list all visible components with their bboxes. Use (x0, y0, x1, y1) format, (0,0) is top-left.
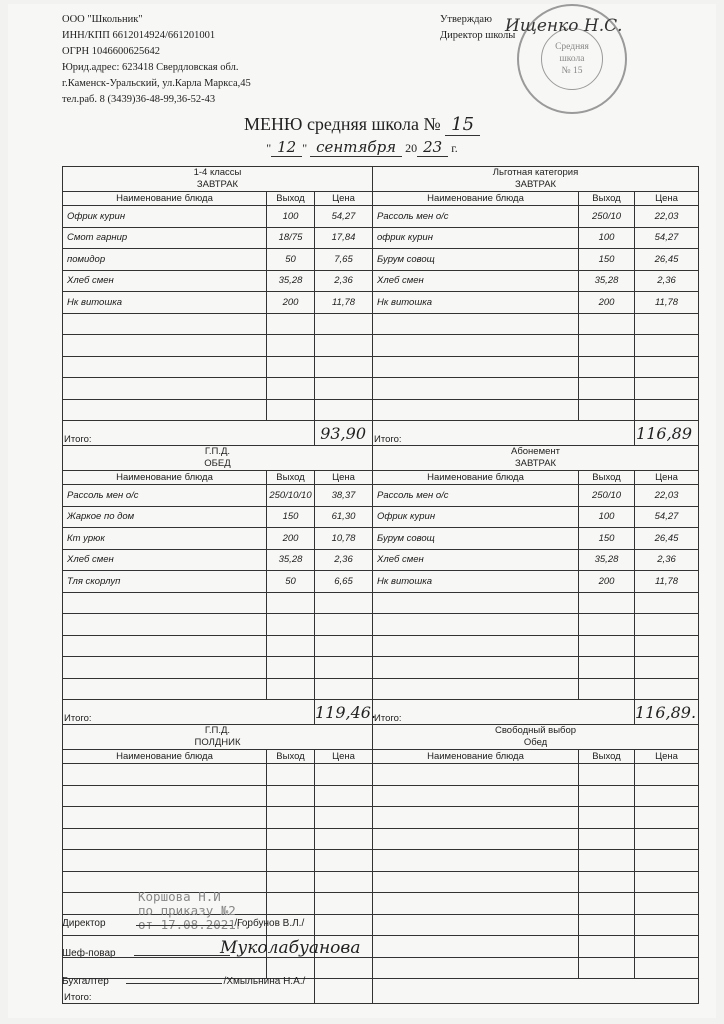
total-row (63, 421, 699, 446)
footer-chef (62, 948, 230, 959)
total-label: Итого: (63, 979, 315, 1004)
cell-out: 100 (579, 506, 635, 528)
cell-name (373, 914, 579, 936)
cell-out (267, 678, 315, 700)
cell-out: 250/10 (579, 206, 635, 228)
cell-name (373, 657, 579, 679)
total-value (315, 979, 373, 1004)
cell-out (579, 936, 635, 958)
cell-name: Нк витошка (373, 571, 579, 593)
section-title-right (373, 167, 699, 192)
table-row (63, 356, 699, 378)
cell-out: 35,28 (267, 270, 315, 292)
cell-name (63, 335, 267, 357)
section-title-left (63, 725, 373, 750)
cell-name (63, 764, 267, 786)
cell-price (635, 678, 699, 700)
seal-text-2: школа (559, 54, 585, 64)
footer-accountant (62, 976, 305, 987)
cell-out (579, 378, 635, 400)
cell-price (635, 356, 699, 378)
cell-price (315, 914, 373, 936)
section-title-line2: ЗАВТРАК (196, 179, 239, 190)
cell-price (315, 807, 373, 829)
cell-out (267, 828, 315, 850)
approval-block (440, 12, 515, 44)
table-row (63, 528, 699, 550)
table-row (63, 549, 699, 571)
cell-name (63, 614, 267, 636)
cell-name (373, 356, 579, 378)
cell-out: 100 (267, 206, 315, 228)
school-number: 15 (445, 114, 480, 136)
table-row (63, 592, 699, 614)
cell-name: Бурум совощ (373, 249, 579, 271)
cell-price: 61,30 (315, 506, 373, 528)
cell-out (579, 356, 635, 378)
table-row (63, 785, 699, 807)
cell-out: 250/10/10 (267, 485, 315, 507)
column-headers (63, 192, 699, 206)
cell-price (315, 335, 373, 357)
cell-price (315, 957, 373, 979)
cell-name (63, 313, 267, 335)
table-row (63, 571, 699, 593)
total-empty (373, 979, 699, 1004)
cell-name (373, 378, 579, 400)
cell-price (635, 807, 699, 829)
cell-name (63, 657, 267, 679)
menu-date (0, 138, 724, 156)
column-header-out: Выход (267, 192, 315, 206)
cell-price (315, 893, 373, 915)
cell-name (63, 356, 267, 378)
cell-out (579, 850, 635, 872)
cell-price: 17,84 (315, 227, 373, 249)
section-title-line1: Абонемент (511, 446, 561, 457)
cell-name (373, 764, 579, 786)
table-row (63, 850, 699, 872)
section-title-line2: ПОЛДНИК (194, 737, 241, 748)
cell-out (267, 893, 315, 915)
cell-price (315, 785, 373, 807)
column-header-price: Цена (635, 471, 699, 485)
cell-name (373, 957, 579, 979)
cell-price (315, 313, 373, 335)
total-value: 93,90 (315, 421, 373, 446)
section-title-left (63, 167, 373, 192)
cell-name (63, 828, 267, 850)
cell-price (635, 893, 699, 915)
table-row (63, 335, 699, 357)
accountant-sign-line (126, 983, 222, 984)
cell-name: Офрик курин (373, 506, 579, 528)
cell-out: 50 (267, 249, 315, 271)
section-title-line1: Свободный выбор (494, 725, 577, 736)
cell-name (373, 592, 579, 614)
cell-price (635, 871, 699, 893)
cell-out (267, 785, 315, 807)
accountant-role: Бухгалтер (62, 976, 109, 987)
cell-out (579, 614, 635, 636)
cell-name: Рассоль мен о/с (373, 206, 579, 228)
cell-price: 38,37 (315, 485, 373, 507)
total-value: 116,89 (635, 421, 699, 446)
column-header-name: Наименование блюда (373, 471, 579, 485)
section-title-left (63, 446, 373, 471)
cell-name: Хлеб смен (63, 270, 267, 292)
cell-name (373, 399, 579, 421)
cell-price (635, 313, 699, 335)
cell-price (635, 764, 699, 786)
cell-out (579, 828, 635, 850)
section-title-right (373, 446, 699, 471)
menu-title (0, 114, 724, 135)
cell-price (315, 635, 373, 657)
cell-out (579, 335, 635, 357)
cell-name (63, 592, 267, 614)
cell-out: 35,28 (267, 549, 315, 571)
table-row (63, 378, 699, 400)
cell-name: помидор (63, 249, 267, 271)
cell-name (373, 807, 579, 829)
column-header-name: Наименование блюда (63, 471, 267, 485)
cell-price (635, 614, 699, 636)
cell-name (373, 893, 579, 915)
section-header (63, 446, 699, 471)
section-header (63, 725, 699, 750)
cell-out (267, 592, 315, 614)
cell-price (635, 378, 699, 400)
cell-name: Нк витошка (63, 292, 267, 314)
cell-price (635, 785, 699, 807)
table-row (63, 270, 699, 292)
column-header-out: Выход (579, 750, 635, 764)
chef-role: Шеф-повар (62, 948, 116, 959)
total-label: Итого: (63, 700, 315, 725)
cell-name (63, 678, 267, 700)
cell-out: 150 (579, 249, 635, 271)
cell-out (267, 399, 315, 421)
cell-price (635, 635, 699, 657)
table-row (63, 399, 699, 421)
column-header-price: Цена (635, 192, 699, 206)
org-inn: ИНН/КПП 6612014924/661201001 (62, 30, 216, 41)
school-seal-center (541, 28, 603, 90)
cell-price: 11,78 (635, 571, 699, 593)
table-row (63, 614, 699, 636)
cell-out (267, 635, 315, 657)
section-title-line2: ЗАВТРАК (514, 179, 557, 190)
cell-out (579, 678, 635, 700)
cell-out (579, 871, 635, 893)
director-label: Директор школы (440, 30, 516, 41)
total-value: 119,46. (315, 700, 373, 725)
table-row (63, 227, 699, 249)
cell-name (63, 399, 267, 421)
cell-price: 10,78 (315, 528, 373, 550)
org-requisites (62, 12, 251, 108)
cell-out (579, 893, 635, 915)
cell-out (267, 764, 315, 786)
cell-name (373, 335, 579, 357)
cell-out (267, 356, 315, 378)
cell-out (267, 335, 315, 357)
cell-price (635, 657, 699, 679)
director-sign-line (136, 925, 232, 926)
cell-price: 54,27 (635, 227, 699, 249)
seal-text-1: Средняя (555, 42, 589, 52)
section-title-line1: Льготная категория (492, 167, 579, 178)
director-role: Директор (62, 918, 106, 929)
cell-price (315, 592, 373, 614)
cell-price (635, 399, 699, 421)
cell-name (373, 635, 579, 657)
cell-name (373, 614, 579, 636)
table-row (63, 506, 699, 528)
cell-out (579, 313, 635, 335)
cell-name (373, 871, 579, 893)
cell-out (579, 807, 635, 829)
cell-name: Бурум совощ (373, 528, 579, 550)
cell-name: Хлеб смен (63, 549, 267, 571)
total-label: Итого: (63, 421, 315, 446)
column-header-price: Цена (635, 750, 699, 764)
cell-name: Рассоль мен о/с (373, 485, 579, 507)
date-year: 23 (417, 138, 448, 157)
org-name: ООО "Школьник" (62, 14, 143, 25)
date-month: сентября (310, 138, 402, 157)
org-phone: тел.раб. 8 (3439)36-48-99,36-52-43 (62, 94, 216, 105)
column-header-out: Выход (267, 750, 315, 764)
column-header-out: Выход (579, 471, 635, 485)
cell-out: 250/10 (579, 485, 635, 507)
column-header-price: Цена (315, 471, 373, 485)
cell-price: 7,65 (315, 249, 373, 271)
table-row (63, 292, 699, 314)
date-quote-open: " (266, 141, 272, 155)
section-title-line1: 1-4 классы (193, 167, 242, 178)
table-row (63, 485, 699, 507)
table-row (63, 206, 699, 228)
column-headers (63, 750, 699, 764)
cell-name: Нк витошка (373, 292, 579, 314)
cell-price: 22,03 (635, 485, 699, 507)
cell-out (267, 614, 315, 636)
cell-price (315, 850, 373, 872)
cell-out: 150 (267, 506, 315, 528)
cell-name: Рассоль мен о/с (63, 485, 267, 507)
column-header-out: Выход (579, 192, 635, 206)
cell-name (63, 378, 267, 400)
cell-price: 11,78 (315, 292, 373, 314)
cell-out: 200 (267, 292, 315, 314)
cell-name: Жаркое по дом (63, 506, 267, 528)
cell-name: Офрик курин (63, 206, 267, 228)
cell-name (373, 785, 579, 807)
column-header-name: Наименование блюда (373, 750, 579, 764)
section-title-line1: Г.П.Д. (204, 446, 231, 457)
cell-name (373, 313, 579, 335)
org-address-2: г.Каменск-Уральский, ул.Карла Маркса,45 (62, 78, 251, 89)
cell-price (315, 678, 373, 700)
date-day: 12 (271, 138, 302, 157)
cell-name (373, 850, 579, 872)
cell-price (315, 614, 373, 636)
table-row (63, 635, 699, 657)
column-header-price: Цена (315, 750, 373, 764)
table-row (63, 678, 699, 700)
cell-price: 2,36 (315, 270, 373, 292)
stamp-note-1: Коршова Н.И (138, 889, 221, 904)
org-address-1: Юрид.адрес: 623418 Свердловская обл. (62, 62, 239, 73)
total-value: 116,89. (635, 700, 699, 725)
cell-price: 11,78 (635, 292, 699, 314)
table-row (63, 657, 699, 679)
section-title-line1: Г.П.Д. (204, 725, 231, 736)
section-header (63, 167, 699, 192)
cell-price: 54,27 (315, 206, 373, 228)
cell-name (63, 807, 267, 829)
cell-price (315, 378, 373, 400)
cell-price (315, 828, 373, 850)
cell-out (267, 807, 315, 829)
accountant-name: /Хмыльнина Н.А./ (223, 976, 306, 987)
column-header-name: Наименование блюда (63, 750, 267, 764)
total-label: Итого: (373, 700, 635, 725)
cell-price (635, 592, 699, 614)
cell-price: 2,36 (635, 270, 699, 292)
cell-out: 100 (579, 227, 635, 249)
cell-out (579, 657, 635, 679)
menu-title-text: МЕНЮ средняя школа № (243, 114, 441, 134)
stamp-note-2: по приказу №2 (138, 903, 236, 918)
table-row (63, 249, 699, 271)
cell-price (635, 914, 699, 936)
cell-price (315, 356, 373, 378)
section-title-right (373, 725, 699, 750)
cell-out (579, 957, 635, 979)
column-headers (63, 471, 699, 485)
cell-out (267, 657, 315, 679)
cell-name (63, 635, 267, 657)
director-name: /Горбунов В.Л./ (234, 918, 305, 929)
menu-table (62, 166, 699, 1004)
cell-price: 6,65 (315, 571, 373, 593)
cell-name (373, 678, 579, 700)
cell-name (373, 828, 579, 850)
cell-price: 2,36 (635, 549, 699, 571)
cell-price (635, 936, 699, 958)
cell-out (267, 850, 315, 872)
cell-name (373, 936, 579, 958)
cell-name: Тля скорлуп (63, 571, 267, 593)
total-row (63, 700, 699, 725)
section-title-line2: Обед (523, 737, 548, 748)
cell-price: 2,36 (315, 549, 373, 571)
cell-name: Хлеб смен (373, 549, 579, 571)
date-suffix: г. (451, 141, 458, 155)
cell-name (63, 850, 267, 872)
cell-price (315, 871, 373, 893)
cell-out (267, 871, 315, 893)
cell-name: Кт урюк (63, 528, 267, 550)
cell-out: 35,28 (579, 549, 635, 571)
seal-text-3: № 15 (561, 66, 583, 76)
column-header-price: Цена (315, 192, 373, 206)
cell-out: 200 (267, 528, 315, 550)
cell-price: 22,03 (635, 206, 699, 228)
table-row (63, 764, 699, 786)
cell-out: 150 (579, 528, 635, 550)
table-row (63, 828, 699, 850)
cell-price (315, 764, 373, 786)
cell-out: 50 (267, 571, 315, 593)
org-ogrn: ОГРН 1046600625642 (62, 46, 160, 57)
cell-name: Хлеб смен (373, 270, 579, 292)
table-row (63, 313, 699, 335)
director-signature: Ищенко Н.С. (505, 16, 623, 36)
cell-price: 26,45 (635, 528, 699, 550)
cell-name: офрик курин (373, 227, 579, 249)
column-header-name: Наименование блюда (63, 192, 267, 206)
chef-name-handwritten: Муколабуанова (220, 938, 361, 958)
cell-out: 18/75 (267, 227, 315, 249)
section-title-line2: ЗАВТРАК (514, 458, 557, 469)
cell-out (579, 764, 635, 786)
cell-price (635, 850, 699, 872)
cell-name (63, 785, 267, 807)
cell-out (579, 635, 635, 657)
cell-price (635, 957, 699, 979)
cell-price (635, 335, 699, 357)
cell-out (579, 785, 635, 807)
cell-out (267, 313, 315, 335)
cell-price: 26,45 (635, 249, 699, 271)
cell-out: 200 (579, 292, 635, 314)
section-title-line2: ОБЕД (204, 458, 231, 469)
cell-price (315, 399, 373, 421)
cell-price: 54,27 (635, 506, 699, 528)
cell-out (579, 914, 635, 936)
cell-out: 35,28 (579, 270, 635, 292)
cell-price (635, 828, 699, 850)
table-row (63, 807, 699, 829)
cell-out (579, 592, 635, 614)
approve-label: Утверждаю (440, 14, 492, 25)
column-header-out: Выход (267, 471, 315, 485)
date-quote-close: " (302, 141, 308, 155)
cell-out: 200 (579, 571, 635, 593)
cell-out (579, 399, 635, 421)
chef-sign-line (134, 955, 230, 956)
date-year-prefix: 20 (405, 141, 418, 155)
total-label: Итого: (373, 421, 635, 446)
cell-out (267, 378, 315, 400)
footer-director (62, 918, 304, 929)
cell-name: Смот гарнир (63, 227, 267, 249)
column-header-name: Наименование блюда (373, 192, 579, 206)
stamp-note-3: от 17.08.2021г. (138, 917, 251, 932)
cell-price (315, 657, 373, 679)
